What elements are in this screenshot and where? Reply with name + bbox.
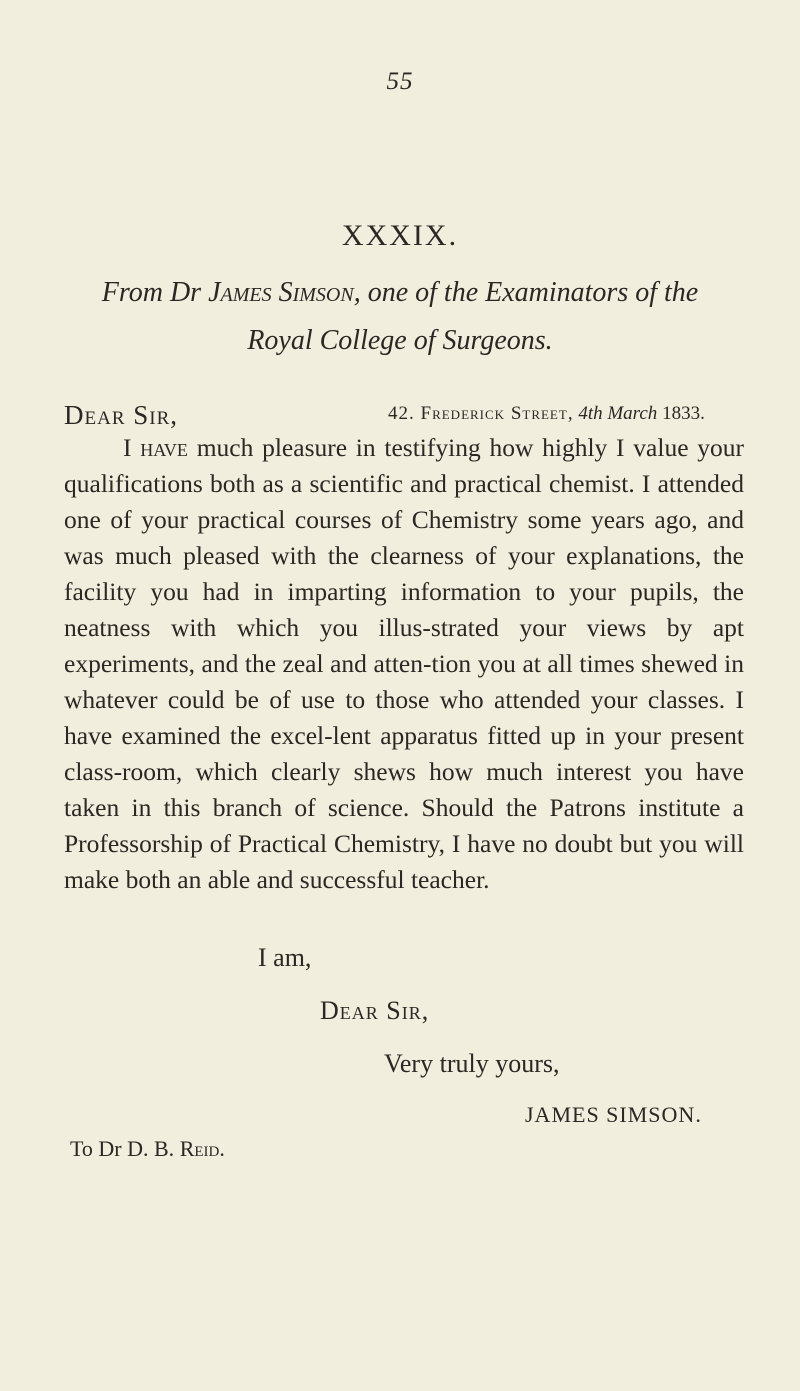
heading-prefix: From Dr	[101, 277, 202, 308]
page-number: 55	[386, 68, 414, 95]
letter-heading-line-1	[0, 277, 800, 309]
recipient-prefix: To Dr D. B.	[70, 1136, 175, 1161]
address-street: 42. Frederick Street,	[388, 403, 574, 424]
salutation: Dear Sir,	[64, 400, 179, 430]
closing-line-1: I am,	[258, 943, 312, 972]
closing-line-3: Very truly yours,	[384, 1049, 560, 1078]
closing-line-2: Dear Sir,	[320, 996, 430, 1025]
body-opening: I have	[123, 433, 188, 462]
body-text: much pleasure in testifying how highly I value your qualifications both as a scientific and practical chemist. I attended one of your practical courses of Chemistry some years ago, and was much pleased with the clearness of your explanations, the facility you had in imparting information to your pupils, the neatness with which you illus-strated your views by apt experiments, and the zeal and atten-tion you at all times shewed in whatever could be of use to those who attended your classes. I have examined the excel-lent apparatus fitted up in your present class-room, which clearly shews how much interest you have taken in this branch of science. Should the Patrons institute a Professorship of Practical Chemistry, I have no doubt but you will make both an able and successful teacher.	[64, 433, 745, 894]
signature: JAMES SIMSON.	[525, 1102, 702, 1127]
heading-suffix: , one of the Examinators of the	[353, 277, 699, 308]
heading-author-name: James Simson	[208, 277, 354, 308]
letter-number: XXXIX.	[341, 219, 459, 252]
address-date: 4th March	[578, 403, 658, 424]
letter-heading-line-2: Royal College of Surgeons.	[247, 325, 553, 356]
letter-body	[64, 430, 744, 898]
address-year: 1833.	[662, 403, 705, 424]
recipient-line	[70, 1136, 225, 1162]
recipient-name: Reid.	[179, 1136, 225, 1161]
address-line	[388, 403, 705, 425]
